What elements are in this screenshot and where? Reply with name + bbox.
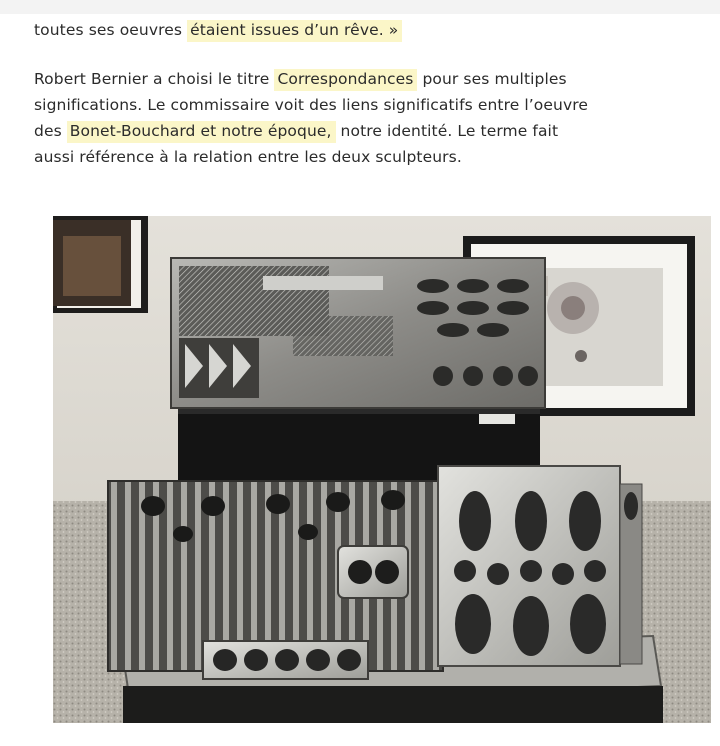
sculpture-illustration: [53, 216, 711, 723]
paragraph-text: Robert Bernier a choisi le titre: [34, 70, 275, 88]
highlighted-text: étaient issues d’un rêve. »: [187, 20, 402, 42]
highlighted-text: Bonet-Bouchard et notre époque,: [67, 121, 336, 143]
paragraph-quote-end: [34, 17, 594, 43]
article-body: [34, 14, 594, 170]
paragraph-text: pour ses multiples significations. Le commissaire voit des liens significatifs entre l’oeuvre des: [34, 70, 588, 140]
paragraph-text: toutes ses oeuvres: [34, 21, 188, 39]
highlighted-title: Correspondances: [274, 69, 417, 91]
sculpture-photo: [53, 216, 711, 723]
paragraph-text: notre identité. Le terme fait aussi référence à la relation entre les deux sculpteurs.: [34, 122, 559, 166]
top-bar: [0, 0, 720, 14]
paragraph-title-choice: [34, 66, 594, 170]
